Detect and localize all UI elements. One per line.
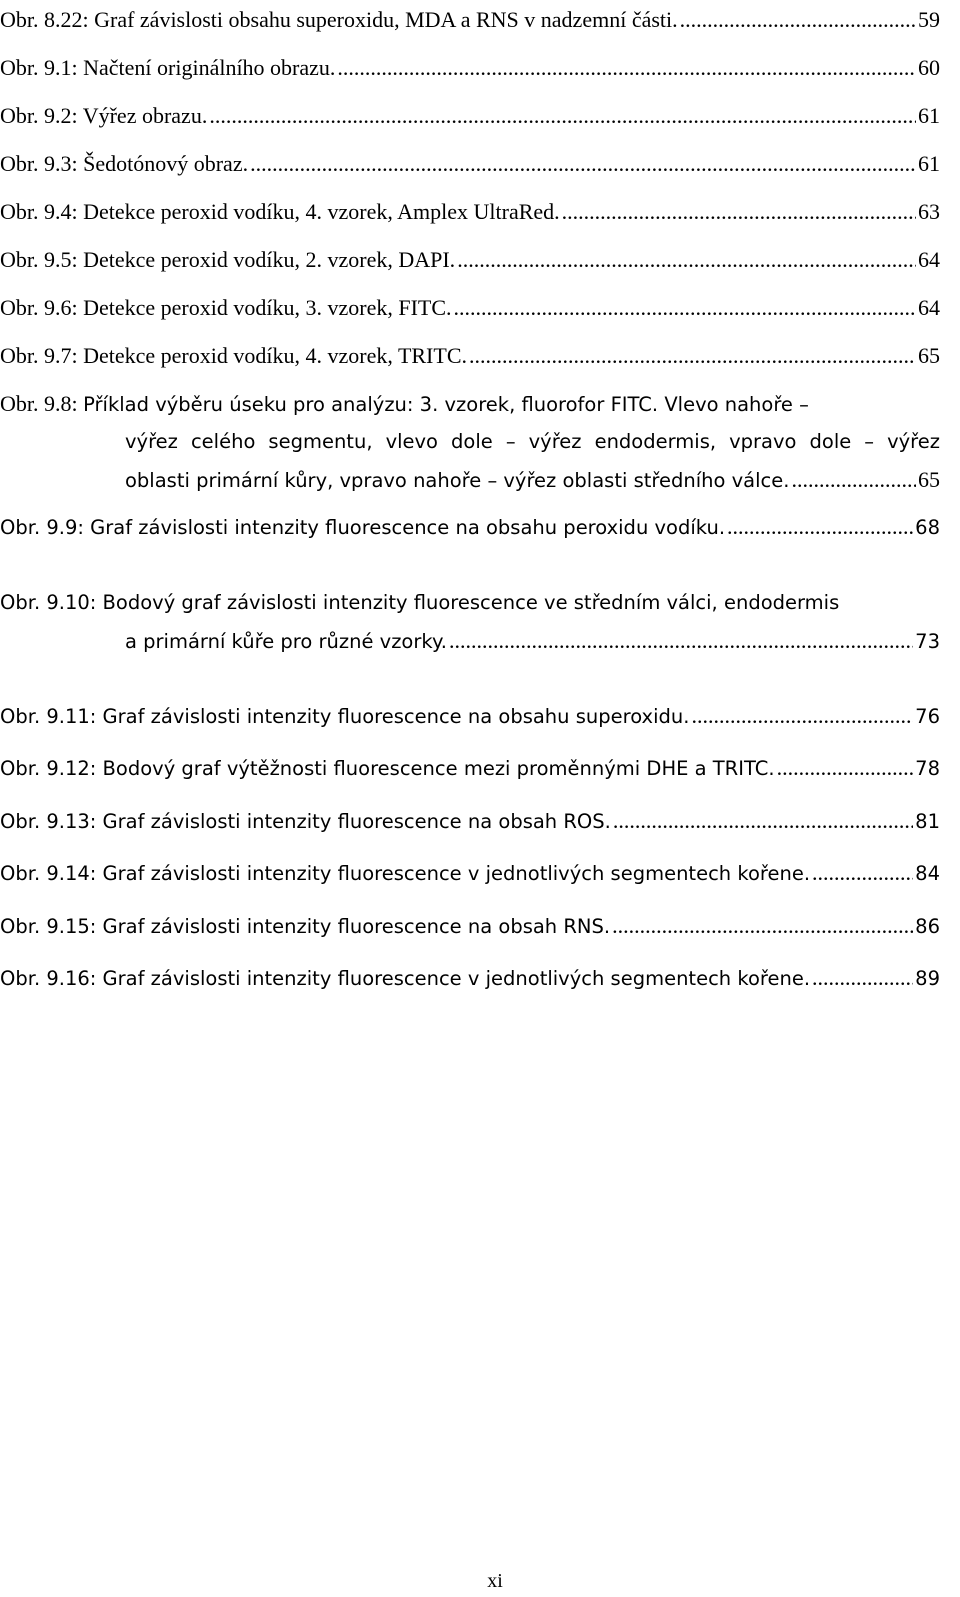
leader-dots bbox=[454, 289, 916, 327]
toc-entry-label: Obr. 9.11: Graf závislosti intenzity fluorescence na obsahu superoxidu. bbox=[0, 705, 690, 728]
toc-entry-page: 64 bbox=[918, 295, 940, 320]
toc-entry-label: Obr. 9.1: Načtení originálního obrazu. bbox=[0, 55, 336, 80]
page-number: xi bbox=[487, 1570, 503, 1592]
toc-entry-page: 59 bbox=[918, 7, 940, 32]
toc-entry-label: Obr. 9.16: Graf závislosti intenzity fluorescence v jednotlivých segmentech kořene. bbox=[0, 967, 811, 990]
toc-entry[interactable] bbox=[0, 193, 940, 231]
leader-dots bbox=[562, 193, 916, 231]
toc-entry[interactable] bbox=[0, 97, 940, 135]
toc-entry-page: 63 bbox=[918, 199, 940, 224]
toc-entry-continuation: a primární kůře pro různé vzorky. bbox=[125, 630, 447, 653]
leader-dots bbox=[777, 749, 914, 787]
toc-entry[interactable] bbox=[0, 49, 940, 87]
toc-entry-page: 61 bbox=[918, 103, 940, 128]
toc-entry-label: Obr. 9.9: Graf závislosti intenzity fluorescence na obsahu peroxidu vodíku. bbox=[0, 516, 726, 539]
toc-entry[interactable] bbox=[0, 584, 940, 660]
toc-entry-label: Obr. 9.10: Bodový graf závislosti intenzity fluorescence ve středním válci, endodermis bbox=[0, 591, 840, 614]
leader-dots bbox=[727, 508, 913, 546]
toc-entry-page: 81 bbox=[915, 810, 940, 833]
toc-entry[interactable] bbox=[0, 241, 940, 279]
leader-dots bbox=[457, 241, 916, 279]
toc-entry-label: Obr. 9.12: Bodový graf výtěžnosti fluorescence mezi proměnnými DHE a TRITC. bbox=[0, 757, 775, 780]
toc-entry-label: Obr. 9.4: Detekce peroxid vodíku, 4. vzorek, Amplex UltraRed. bbox=[0, 199, 560, 224]
toc-entry-label: Obr. 9.2: Výřez obrazu. bbox=[0, 103, 208, 128]
toc-entry-page: 65 bbox=[918, 343, 940, 368]
toc-entry-label bbox=[0, 385, 809, 424]
toc-entry[interactable] bbox=[0, 907, 940, 945]
leader-dots bbox=[812, 854, 913, 892]
toc-entry[interactable] bbox=[0, 749, 940, 787]
leader-dots bbox=[812, 959, 913, 997]
toc-entry-prefix: Obr. 9.8: bbox=[0, 391, 84, 416]
leader-dots bbox=[449, 622, 913, 660]
toc-entry-page: 84 bbox=[915, 862, 940, 885]
toc-entry-page: 76 bbox=[915, 705, 940, 728]
toc-entry-page: 73 bbox=[915, 630, 940, 653]
toc-entry[interactable] bbox=[0, 697, 940, 735]
toc-entry-page: 61 bbox=[918, 151, 940, 176]
leader-dots bbox=[250, 145, 916, 183]
leader-dots bbox=[680, 1, 916, 39]
toc-entry[interactable] bbox=[0, 802, 940, 840]
toc-entry-continuation: oblasti primární kůry, vpravo nahoře – výřez oblasti středního válce. bbox=[125, 469, 790, 492]
leader-dots bbox=[209, 97, 916, 135]
toc-entry-continuation: výřez celého segmentu, vlevo dole – výřez endodermis, vpravo dole – výřez bbox=[125, 430, 940, 453]
leader-dots bbox=[691, 697, 913, 735]
leader-dots bbox=[612, 907, 913, 945]
toc-entry[interactable] bbox=[0, 1, 940, 39]
toc-entry[interactable] bbox=[0, 385, 940, 499]
leader-dots bbox=[791, 461, 916, 499]
toc-entry[interactable] bbox=[0, 145, 940, 183]
toc-entry-text: Příklad výběru úseku pro analýzu: 3. vzorek, fluorofor FITC. Vlevo nahoře – bbox=[83, 393, 809, 416]
toc-entry-label: Obr. 9.15: Graf závislosti intenzity fluorescence na obsah RNS. bbox=[0, 915, 611, 938]
toc-entry-label: Obr. 8.22: Graf závislosti obsahu superoxidu, MDA a RNS v nadzemní části. bbox=[0, 7, 678, 32]
toc-entry-page: 86 bbox=[915, 915, 940, 938]
toc-entry-page: 64 bbox=[918, 247, 940, 272]
toc-entry[interactable] bbox=[0, 959, 940, 997]
leader-dots bbox=[469, 337, 916, 375]
toc-entry-label: Obr. 9.7: Detekce peroxid vodíku, 4. vzorek, TRITC. bbox=[0, 343, 467, 368]
toc-entry-label: Obr. 9.6: Detekce peroxid vodíku, 3. vzorek, FITC. bbox=[0, 295, 452, 320]
leader-dots bbox=[337, 49, 916, 87]
toc-entry[interactable] bbox=[0, 289, 940, 327]
toc-entry-label: Obr. 9.14: Graf závislosti intenzity fluorescence v jednotlivých segmentech kořene. bbox=[0, 862, 811, 885]
toc-entry[interactable] bbox=[0, 508, 940, 546]
toc-entry-label: Obr. 9.5: Detekce peroxid vodíku, 2. vzorek, DAPI. bbox=[0, 247, 456, 272]
toc-entry-page: 78 bbox=[915, 757, 940, 780]
toc-entry[interactable] bbox=[0, 854, 940, 892]
toc-entry-page: 60 bbox=[918, 55, 940, 80]
toc-entry-page: 65 bbox=[918, 467, 940, 492]
leader-dots bbox=[613, 802, 913, 840]
toc-entry-label: Obr. 9.13: Graf závislosti intenzity fluorescence na obsah ROS. bbox=[0, 810, 611, 833]
toc-entry[interactable] bbox=[0, 337, 940, 375]
toc-entry-page: 68 bbox=[915, 516, 940, 539]
toc-entry-page: 89 bbox=[915, 967, 940, 990]
toc-entry-label: Obr. 9.3: Šedotónový obraz. bbox=[0, 151, 249, 176]
